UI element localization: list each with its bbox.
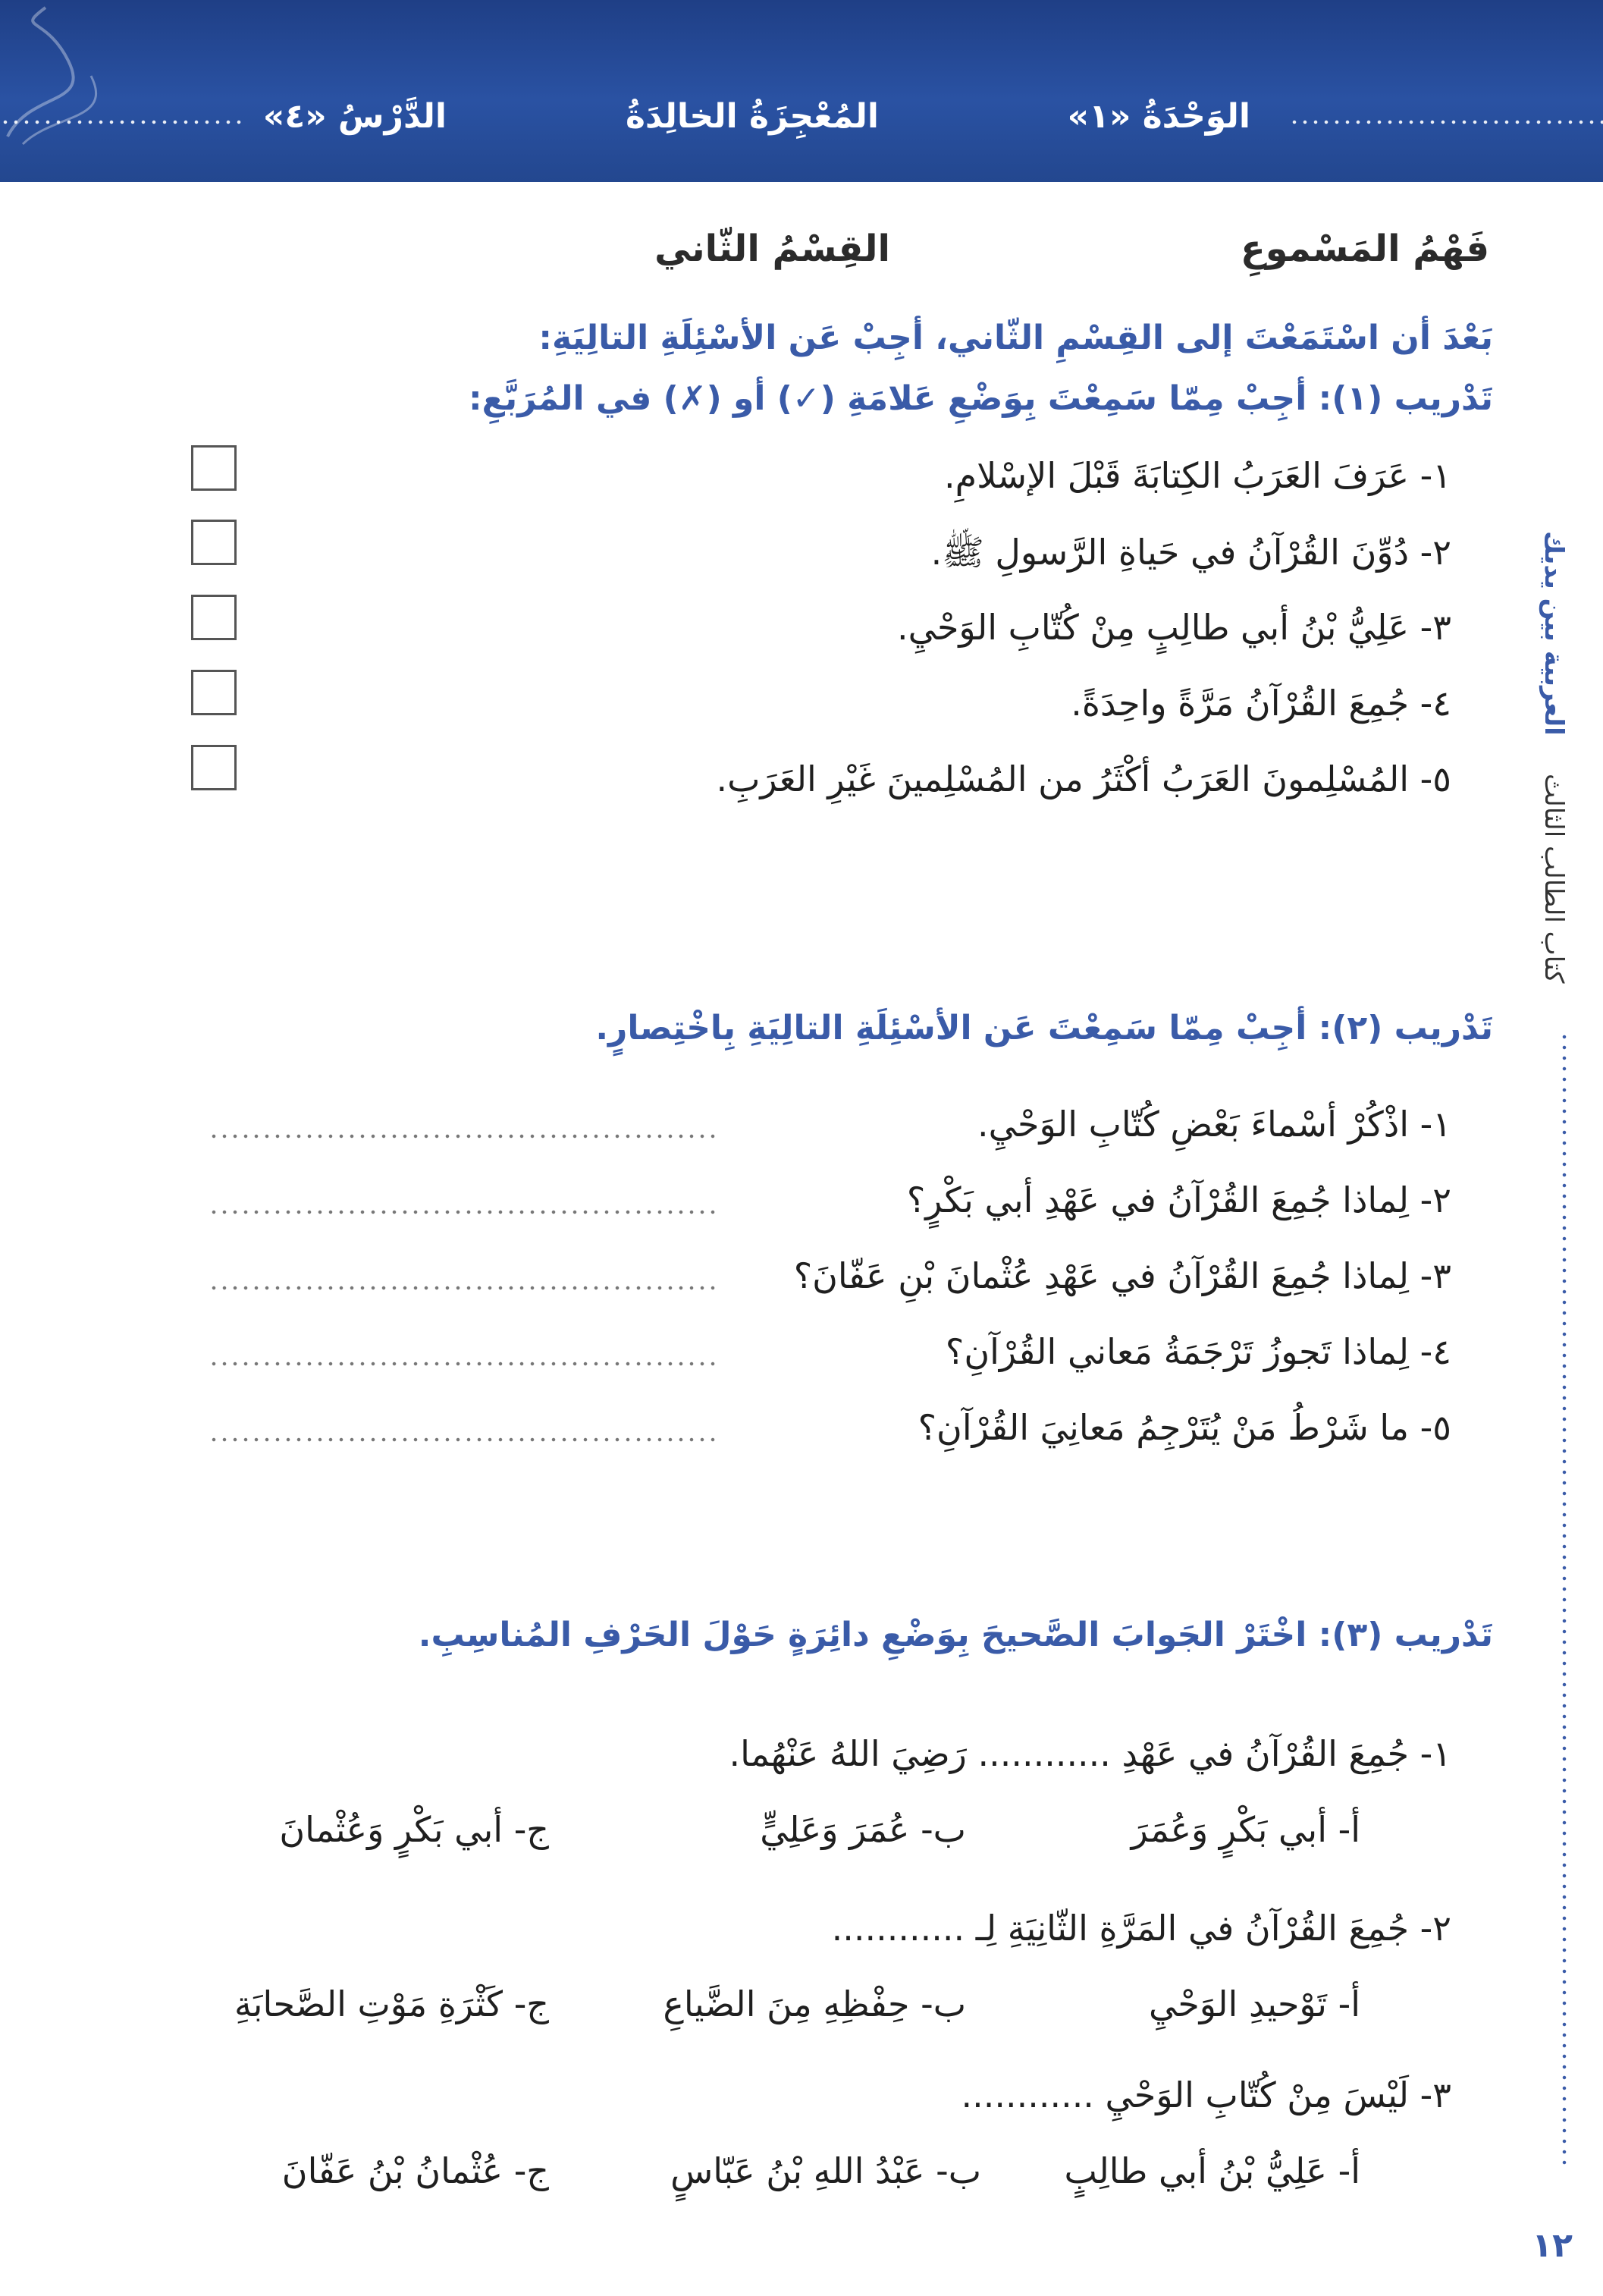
ex3-question-3: ٣- لَيْسَ مِنْ كُتّابِ الوَحْيِ ............ xyxy=(961,2075,1451,2115)
ex2-item-5: ٥- ما شَرْطُ مَنْ يُتَرْجِمُ مَعانِيَ القُرْآنِ؟ xyxy=(918,1407,1451,1448)
ex3-q2-option-c[interactable]: ج- كَثْرَةِ مَوْتِ الصَّحابَةِ xyxy=(234,1983,549,2024)
ex1-item-4: ٤- جُمِعَ القُرْآنُ مَرَّةً واحِدَةً. xyxy=(1071,683,1451,724)
exercise3-instruction: تَدْريب (٣): اخْتَرْ الجَوابَ الصَّحيحَ بِوَضْعِ دائِرَةٍ حَوْلَ الحَرْفِ المُناسِبِ. xyxy=(418,1616,1493,1654)
intro-instruction: بَعْدَ أن اسْتَمَعْتَ إلى القِسْمِ الثّاني، أجِبْ عَن الأسْئِلَةِ التالِيَةِ: xyxy=(538,319,1493,357)
section-part: القِسْمُ الثّاني xyxy=(654,228,890,270)
side-series-title: العربية بين يديك xyxy=(1539,531,1569,736)
ex2-answer-line-3[interactable] xyxy=(209,1286,717,1290)
side-dotted-divider xyxy=(1562,1032,1567,2169)
page-number: ١٢ xyxy=(1532,2226,1573,2265)
ex1-checkbox-4[interactable] xyxy=(191,670,237,715)
ex1-item-3: ٣- عَلِيُّ بْنُ أبي طالِبٍ مِنْ كُتّابِ الوَحْيِ. xyxy=(897,607,1451,648)
header-dotline-right xyxy=(1289,120,1603,124)
ex1-checkbox-2[interactable] xyxy=(191,520,237,565)
ex3-q3-option-c[interactable]: ج- عُثْمانُ بْنُ عَفّانَ xyxy=(281,2150,549,2191)
header-dotline-left xyxy=(0,120,243,124)
ex1-checkbox-1[interactable] xyxy=(191,445,237,491)
ex3-q1-option-a[interactable]: أ- أبي بَكْرٍ وَعُمَرَ xyxy=(1131,1809,1360,1850)
ex3-q1-option-b[interactable]: ب- عُمَرَ وَعَلِيٍّ xyxy=(760,1809,966,1850)
ex2-answer-line-1[interactable] xyxy=(209,1134,717,1139)
ex3-question-1: ١- جُمِعَ القُرْآنُ في عَهْدِ ............ رَضِيَ اللهُ عَنْهُما. xyxy=(729,1733,1451,1774)
side-book-title: كتاب الطالب الثالث xyxy=(1539,774,1569,984)
ex1-item-1: ١- عَرَفَ العَرَبُ الكِتابَةَ قَبْلَ الإسْلامِ. xyxy=(944,455,1451,496)
lesson-label: الدَّرْسُ «٤» xyxy=(262,97,447,136)
ex3-q3-option-a[interactable]: أ- عَلِيُّ بْنُ أبي طالِبٍ xyxy=(1064,2150,1360,2191)
ex2-item-3: ٣- لِماذا جُمِعَ القُرْآنُ في عَهْدِ عُثْمانَ بْنِ عَفّانَ؟ xyxy=(793,1255,1451,1296)
ex3-q3-option-b[interactable]: ب- عَبْدُ اللهِ بْنُ عَبّاسٍ xyxy=(670,2150,981,2191)
ex2-answer-line-4[interactable] xyxy=(209,1362,717,1366)
ex2-item-2: ٢- لِماذا جُمِعَ القُرْآنُ في عَهْدِ أبي بَكْرٍ؟ xyxy=(906,1179,1451,1220)
header-band xyxy=(0,0,1603,182)
unit-title: المُعْجِزَةُ الخالِدَةُ xyxy=(625,97,879,136)
ex1-item-2: ٢- دُوِّنَ القُرْآنُ في حَياةِ الرَّسولِ ﷺ. xyxy=(930,532,1451,573)
exercise2-instruction: تَدْريب (٢): أجِبْ مِمّا سَمِعْتَ عَن الأسْئِلَةِ التالِيَةِ بِاخْتِصارٍ. xyxy=(595,1009,1493,1047)
ex2-answer-line-2[interactable] xyxy=(209,1210,717,1214)
ex3-q2-option-a[interactable]: أ- تَوْحيدِ الوَحْيِ xyxy=(1149,1983,1360,2024)
section-title: فَهْمُ المَسْموعِ xyxy=(1240,228,1489,270)
ex2-answer-line-5[interactable] xyxy=(209,1437,717,1442)
ex2-item-4: ٤- لِماذا تَجوزُ تَرْجَمَةُ مَعاني القُرْآنِ؟ xyxy=(945,1331,1451,1372)
ex3-q1-option-c[interactable]: ج- أبي بَكْرٍ وَعُثْمانَ xyxy=(279,1809,549,1850)
ex2-item-1: ١- اذْكُرْ أسْماءَ بَعْضِ كُتّابِ الوَحْيِ. xyxy=(977,1104,1451,1145)
ex3-q2-option-b[interactable]: ب- حِفْظِهِ مِنَ الضَّياعِ xyxy=(663,1983,966,2024)
ex3-question-2: ٢- جُمِعَ القُرْآنُ في المَرَّةِ الثّانِيَةِ لِـ ............ xyxy=(831,1908,1451,1949)
ex1-item-5: ٥- المُسْلِمونَ العَرَبُ أكْثَرُ من المُسْلِمينَ غَيْرِ العَرَبِ. xyxy=(716,759,1451,799)
ornament-swirl-icon xyxy=(0,0,121,152)
exercise1-instruction: تَدْريب (١): أجِبْ مِمّا سَمِعْتَ بِوَضْعِ عَلامَةِ (✓) أو (✗) في المُرَبَّعِ: xyxy=(468,379,1493,418)
ex1-checkbox-3[interactable] xyxy=(191,595,237,640)
unit-label: الوَحْدَةُ «١» xyxy=(1067,97,1250,136)
ex1-checkbox-5[interactable] xyxy=(191,745,237,790)
